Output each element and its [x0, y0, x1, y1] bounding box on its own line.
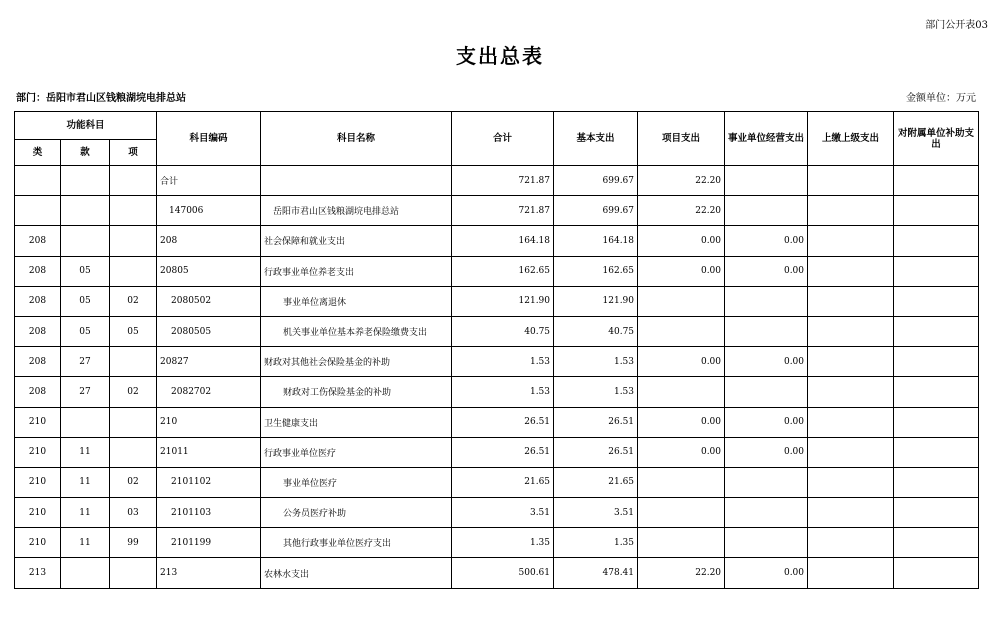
- table-row: [15, 256, 979, 286]
- xiang-cell: 99: [110, 528, 157, 558]
- total-cell: 721.87: [452, 166, 554, 196]
- total-cell: 1.53: [452, 377, 554, 407]
- business-cell: [725, 286, 808, 316]
- code-header: 科目编码: [157, 112, 261, 166]
- basic-cell: 478.41: [554, 558, 638, 588]
- name-cell: 卫生健康支出: [261, 407, 452, 437]
- project-cell: 0.00: [638, 226, 725, 256]
- project-cell: 0.00: [638, 407, 725, 437]
- business-cell: [725, 467, 808, 497]
- table-row: [15, 437, 979, 467]
- business-cell: 0.00: [725, 437, 808, 467]
- xiang-cell: 02: [110, 467, 157, 497]
- upper-cell: [808, 196, 894, 226]
- basic-cell: 699.67: [554, 166, 638, 196]
- kuan-cell: 27: [61, 377, 110, 407]
- subsidy-cell: [894, 316, 979, 346]
- subsidy-cell: [894, 498, 979, 528]
- upper-cell: [808, 498, 894, 528]
- department-label: 部门：岳阳市君山区钱粮湖垸电排总站: [16, 93, 186, 104]
- total-cell: 3.51: [452, 498, 554, 528]
- name-cell: [261, 166, 452, 196]
- business-cell: 0.00: [725, 256, 808, 286]
- xiang-cell: 05: [110, 316, 157, 346]
- xiang-cell: 02: [110, 377, 157, 407]
- code-cell: 213: [157, 558, 261, 588]
- table-row: [15, 226, 979, 256]
- project-cell: 22.20: [638, 558, 725, 588]
- name-cell: 财政对其他社会保险基金的补助: [261, 347, 452, 377]
- form-number-label: 部门公开表03: [925, 20, 988, 31]
- code-cell: 2101199: [157, 528, 261, 558]
- table-row: [15, 498, 979, 528]
- kuan-cell: [61, 196, 110, 226]
- subsidy-cell: [894, 166, 979, 196]
- kuan-cell: 11: [61, 467, 110, 497]
- project-cell: [638, 316, 725, 346]
- basic-cell: 699.67: [554, 196, 638, 226]
- xiang-cell: [110, 558, 157, 588]
- page-title: 支出总表: [456, 44, 544, 68]
- lei-cell: 210: [15, 467, 61, 497]
- upper-cell: [808, 467, 894, 497]
- code-cell: 2101103: [157, 498, 261, 528]
- business-cell: 0.00: [725, 407, 808, 437]
- xiang-cell: [110, 226, 157, 256]
- kuan-cell: [61, 558, 110, 588]
- lei-cell: 208: [15, 377, 61, 407]
- lei-cell: 208: [15, 226, 61, 256]
- code-cell: 20827: [157, 347, 261, 377]
- xiang-header: 项: [110, 140, 157, 166]
- expenditure-table: [14, 111, 979, 589]
- lei-header: 类: [15, 140, 61, 166]
- project-cell: 22.20: [638, 166, 725, 196]
- basic-cell: 1.53: [554, 347, 638, 377]
- upper-cell: [808, 437, 894, 467]
- total-header: 合计: [452, 112, 554, 166]
- xiang-cell: 02: [110, 286, 157, 316]
- project-cell: [638, 528, 725, 558]
- business-cell: [725, 498, 808, 528]
- subsidy-cell: [894, 226, 979, 256]
- table-row: [15, 316, 979, 346]
- func-subject-header: 功能科目: [15, 112, 157, 140]
- upper-cell: [808, 286, 894, 316]
- total-cell: 1.35: [452, 528, 554, 558]
- code-cell: 21011: [157, 437, 261, 467]
- total-cell: 721.87: [452, 196, 554, 226]
- kuan-cell: [61, 407, 110, 437]
- code-cell: 2080502: [157, 286, 261, 316]
- total-cell: 26.51: [452, 437, 554, 467]
- business-cell: [725, 196, 808, 226]
- total-cell: 500.61: [452, 558, 554, 588]
- subsidy-cell: [894, 407, 979, 437]
- table-row: [15, 528, 979, 558]
- kuan-cell: 05: [61, 256, 110, 286]
- project-header: 项目支出: [638, 112, 725, 166]
- basic-header: 基本支出: [554, 112, 638, 166]
- business-header: 事业单位经营支出: [725, 112, 808, 166]
- lei-cell: 208: [15, 316, 61, 346]
- upper-cell: [808, 558, 894, 588]
- kuan-cell: 05: [61, 286, 110, 316]
- total-cell: 1.53: [452, 347, 554, 377]
- name-cell: 事业单位离退休: [261, 286, 452, 316]
- basic-cell: 26.51: [554, 437, 638, 467]
- subsidy-cell: [894, 286, 979, 316]
- total-cell: 162.65: [452, 256, 554, 286]
- xiang-cell: 03: [110, 498, 157, 528]
- table-row: [15, 558, 979, 588]
- business-cell: [725, 166, 808, 196]
- subsidy-cell: [894, 528, 979, 558]
- upper-cell: [808, 256, 894, 286]
- lei-cell: 210: [15, 498, 61, 528]
- basic-cell: 1.53: [554, 377, 638, 407]
- business-cell: 0.00: [725, 226, 808, 256]
- project-cell: 22.20: [638, 196, 725, 226]
- xiang-cell: [110, 437, 157, 467]
- code-cell: 20805: [157, 256, 261, 286]
- table-row: [15, 467, 979, 497]
- name-cell: 行政事业单位养老支出: [261, 256, 452, 286]
- subsidy-cell: [894, 467, 979, 497]
- lei-cell: 208: [15, 256, 61, 286]
- code-cell: 2101102: [157, 467, 261, 497]
- xiang-cell: [110, 407, 157, 437]
- lei-cell: 208: [15, 286, 61, 316]
- subsidy-header: 对附属单位补助支出: [894, 112, 979, 166]
- table-row: [15, 347, 979, 377]
- name-cell: 机关事业单位基本养老保险缴费支出: [261, 316, 452, 346]
- project-cell: [638, 467, 725, 497]
- lei-cell: 210: [15, 437, 61, 467]
- upper-cell: [808, 226, 894, 256]
- name-header: 科目名称: [261, 112, 452, 166]
- total-cell: 21.65: [452, 467, 554, 497]
- upper-cell: [808, 166, 894, 196]
- lei-cell: [15, 196, 61, 226]
- name-cell: 岳阳市君山区钱粮湖垸电排总站: [261, 196, 452, 226]
- table-row: [15, 166, 979, 196]
- kuan-cell: 27: [61, 347, 110, 377]
- project-cell: 0.00: [638, 256, 725, 286]
- project-cell: [638, 286, 725, 316]
- upper-cell: [808, 347, 894, 377]
- project-cell: 0.00: [638, 347, 725, 377]
- business-cell: 0.00: [725, 558, 808, 588]
- subsidy-cell: [894, 196, 979, 226]
- subsidy-cell: [894, 377, 979, 407]
- total-cell: 121.90: [452, 286, 554, 316]
- code-cell: 2080505: [157, 316, 261, 346]
- subsidy-cell: [894, 256, 979, 286]
- total-cell: 40.75: [452, 316, 554, 346]
- upper-cell: [808, 528, 894, 558]
- name-cell: 财政对工伤保险基金的补助: [261, 377, 452, 407]
- xiang-cell: [110, 166, 157, 196]
- lei-cell: [15, 166, 61, 196]
- xiang-cell: [110, 347, 157, 377]
- business-cell: 0.00: [725, 347, 808, 377]
- header-row: [15, 112, 979, 140]
- name-cell: 农林水支出: [261, 558, 452, 588]
- business-cell: [725, 316, 808, 346]
- kuan-cell: [61, 166, 110, 196]
- name-cell: 公务员医疗补助: [261, 498, 452, 528]
- kuan-cell: 11: [61, 498, 110, 528]
- upper-cell: [808, 377, 894, 407]
- kuan-cell: 05: [61, 316, 110, 346]
- code-cell: 147006: [157, 196, 261, 226]
- name-cell: 其他行政事业单位医疗支出: [261, 528, 452, 558]
- upper-cell: [808, 407, 894, 437]
- table-row: [15, 377, 979, 407]
- lei-cell: 210: [15, 407, 61, 437]
- kuan-header: 款: [61, 140, 110, 166]
- name-cell: 行政事业单位医疗: [261, 437, 452, 467]
- basic-cell: 40.75: [554, 316, 638, 346]
- basic-cell: 164.18: [554, 226, 638, 256]
- currency-unit-label: 金额单位：万元: [906, 93, 976, 104]
- total-cell: 164.18: [452, 226, 554, 256]
- lei-cell: 208: [15, 347, 61, 377]
- table-row: [15, 196, 979, 226]
- table-row: [15, 407, 979, 437]
- business-cell: [725, 528, 808, 558]
- basic-cell: 1.35: [554, 528, 638, 558]
- lei-cell: 213: [15, 558, 61, 588]
- subsidy-cell: [894, 558, 979, 588]
- kuan-cell: [61, 226, 110, 256]
- project-cell: [638, 377, 725, 407]
- total-cell: 26.51: [452, 407, 554, 437]
- project-cell: 0.00: [638, 437, 725, 467]
- table-row: [15, 286, 979, 316]
- basic-cell: 21.65: [554, 467, 638, 497]
- code-cell: 208: [157, 226, 261, 256]
- code-cell: 2082702: [157, 377, 261, 407]
- code-cell: 210: [157, 407, 261, 437]
- basic-cell: 162.65: [554, 256, 638, 286]
- basic-cell: 3.51: [554, 498, 638, 528]
- xiang-cell: [110, 256, 157, 286]
- basic-cell: 26.51: [554, 407, 638, 437]
- upper-cell: [808, 316, 894, 346]
- subsidy-cell: [894, 347, 979, 377]
- upper-header: 上缴上级支出: [808, 112, 894, 166]
- subsidy-cell: [894, 437, 979, 467]
- xiang-cell: [110, 196, 157, 226]
- lei-cell: 210: [15, 528, 61, 558]
- kuan-cell: 11: [61, 437, 110, 467]
- name-cell: 事业单位医疗: [261, 467, 452, 497]
- code-cell: 合计: [157, 166, 261, 196]
- project-cell: [638, 498, 725, 528]
- name-cell: 社会保障和就业支出: [261, 226, 452, 256]
- kuan-cell: 11: [61, 528, 110, 558]
- basic-cell: 121.90: [554, 286, 638, 316]
- business-cell: [725, 377, 808, 407]
